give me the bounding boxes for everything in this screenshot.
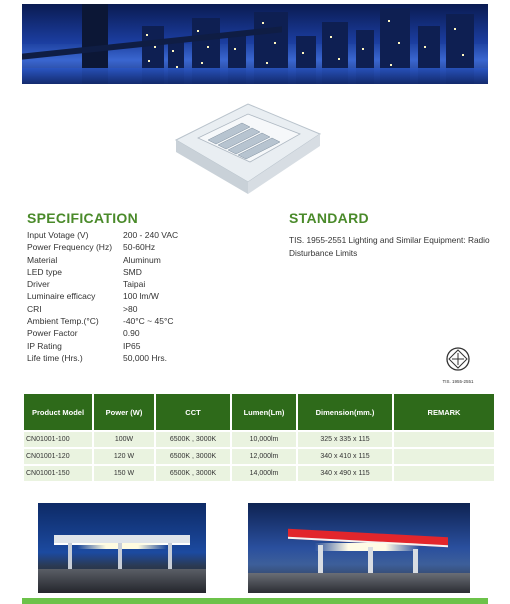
product-table: [22, 392, 496, 483]
spec-value: -40°C ~ 45°C: [123, 316, 174, 327]
spec-label: Power Frequency (Hz): [27, 242, 113, 253]
table-cell: 120 W: [94, 449, 154, 464]
table-cell: 100W: [94, 432, 154, 447]
spec-label: Life time (Hrs.): [27, 352, 83, 363]
table-header-row: [24, 394, 494, 430]
spec-row: [27, 327, 267, 339]
table-cell: CN01001-120: [24, 449, 92, 464]
spec-label: Driver: [27, 279, 50, 290]
column-header: Power (W): [94, 394, 154, 430]
table-cell: 12,000lm: [232, 449, 296, 464]
spec-value: SMD: [123, 266, 142, 277]
specification-list: [27, 229, 267, 364]
table-row: [24, 449, 494, 464]
city-skyline-banner: [22, 4, 488, 84]
spec-value: >80: [123, 303, 138, 314]
footer-bar: [22, 598, 488, 604]
spec-label: Luminaire efficacy: [27, 291, 96, 302]
specification-heading: SPECIFICATION: [27, 210, 138, 226]
table-cell: [394, 466, 494, 481]
spec-label: LED type: [27, 266, 62, 277]
spec-value: 0.90: [123, 328, 140, 339]
tis-mark-icon: [440, 346, 476, 374]
spec-value: Taipai: [123, 279, 146, 290]
table-cell: 14,000lm: [232, 466, 296, 481]
spec-value: 200 - 240 VAC: [123, 230, 179, 240]
column-header: Lumen(Lm): [232, 394, 296, 430]
table-cell: 10,000lm: [232, 432, 296, 447]
table-cell: CN01001-100: [24, 432, 92, 447]
column-header: REMARK: [394, 394, 494, 430]
table-cell: 340 x 490 x 115: [298, 466, 392, 481]
spec-row: [27, 303, 267, 315]
gas-station-photo-right: [248, 503, 470, 593]
spec-label: IP Rating: [27, 340, 62, 351]
table-cell: CN01001-150: [24, 466, 92, 481]
table-cell: 340 x 410 x 115: [298, 449, 392, 464]
spec-label: Power Factor: [27, 328, 78, 339]
table-cell: 6500K , 3000K: [156, 466, 230, 481]
table-cell: [394, 449, 494, 464]
column-header: Dimension(mm.): [298, 394, 392, 430]
table-row: [24, 432, 494, 447]
spec-row: [27, 278, 267, 290]
spec-value: Aluminum: [123, 254, 161, 265]
gas-station-photo-left: [38, 503, 206, 593]
spec-label: Ambient Temp.(°C): [27, 316, 99, 327]
led-canopy-light-image: [168, 90, 328, 200]
spec-row: [27, 315, 267, 327]
table-cell: 6500K , 3000K: [156, 432, 230, 447]
spec-label: Input Votage (V): [27, 230, 89, 240]
table-cell: 150 W: [94, 466, 154, 481]
column-header: Product Model: [24, 394, 92, 430]
spec-row: [27, 290, 267, 302]
table-cell: [394, 432, 494, 447]
spec-value: IP65: [123, 340, 141, 351]
spec-label: Material: [27, 254, 58, 265]
spec-value: 50-60Hz: [123, 242, 156, 253]
spec-row: [27, 352, 267, 364]
spec-value: 100 lm/W: [123, 291, 159, 302]
tis-certification-mark: [440, 346, 476, 384]
table-cell: 6500K , 3000K: [156, 449, 230, 464]
standard-heading: STANDARD: [289, 210, 369, 226]
spec-value: 50,000 Hrs.: [123, 352, 167, 363]
spec-row: [27, 254, 267, 266]
spec-label: CRI: [27, 303, 42, 314]
spec-row: [27, 340, 267, 352]
table-cell: 325 x 335 x 115: [298, 432, 392, 447]
spec-row: [27, 241, 267, 253]
standard-description: TIS. 1955-2551 Lighting and Similar Equipment: Radio Disturbance Limits: [289, 235, 490, 258]
table-row: [24, 466, 494, 481]
tis-mark-caption: TIS. 1955-2551: [442, 379, 474, 384]
spec-row: [27, 229, 267, 241]
column-header: CCT: [156, 394, 230, 430]
spec-row: [27, 266, 267, 278]
